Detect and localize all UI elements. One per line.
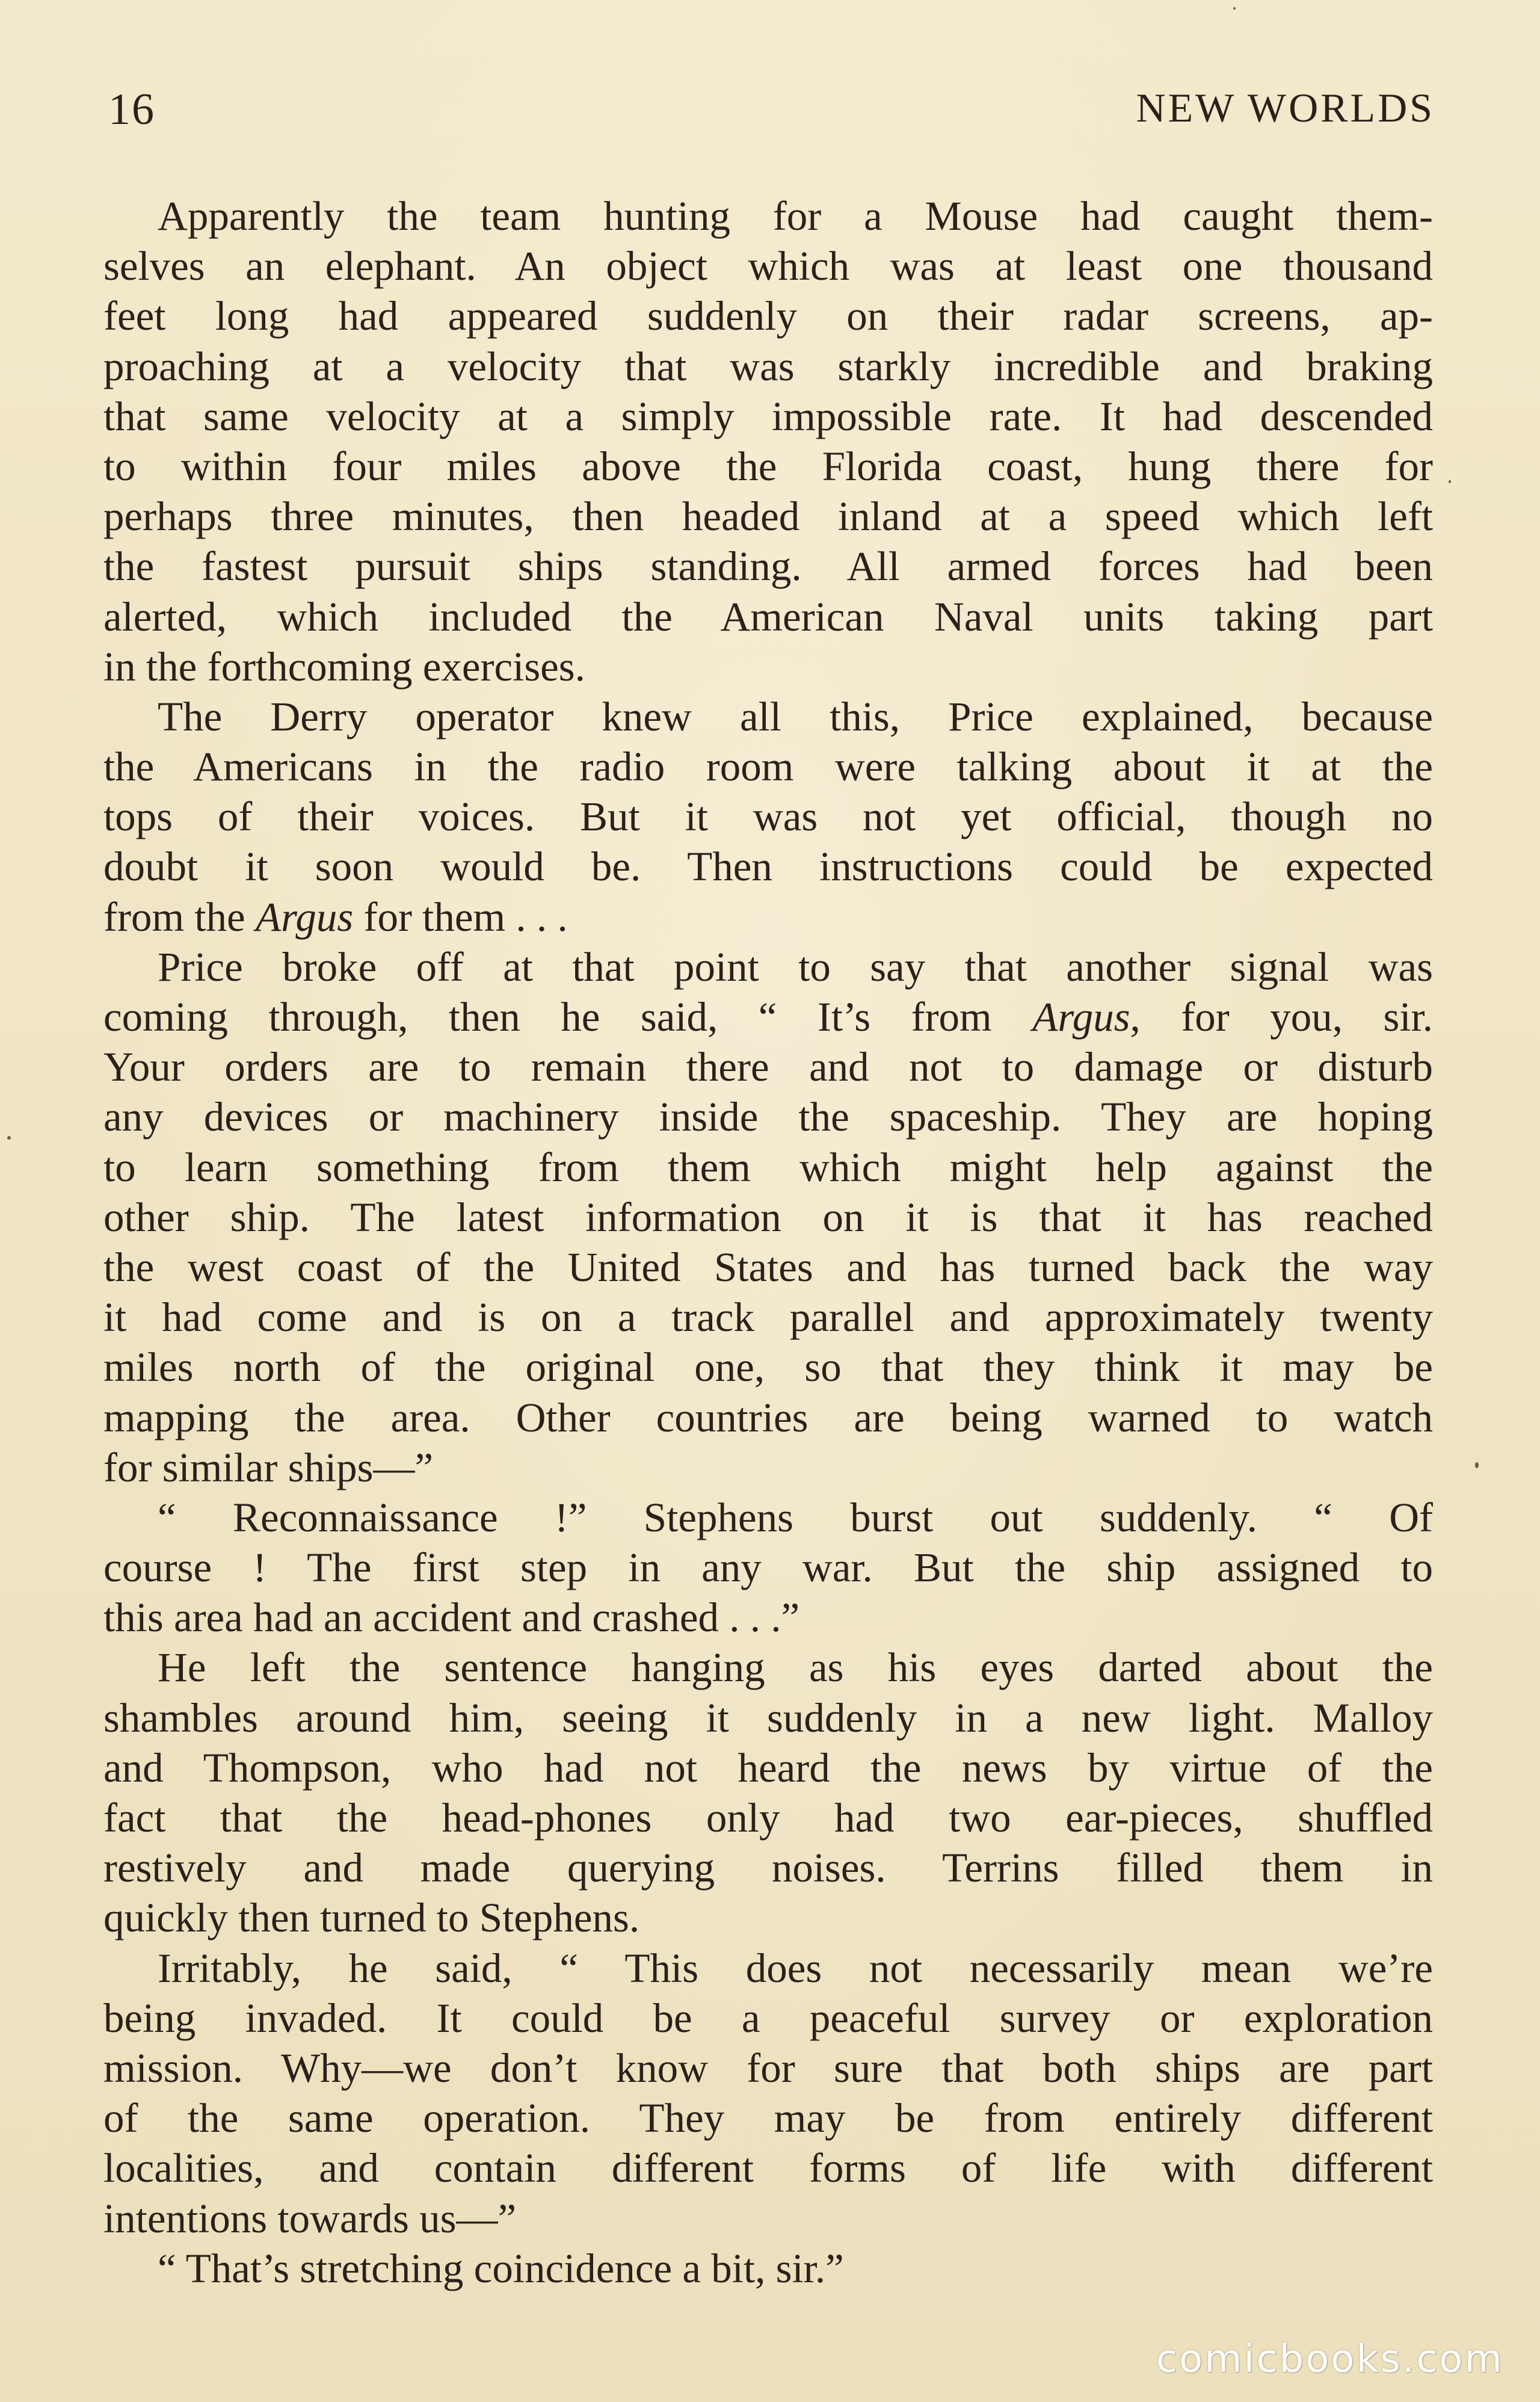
- text-line: this area had an accident and crashed . . .”: [103, 1595, 800, 1641]
- text-line: other ship. The latest information on it is that it has reached: [103, 1194, 1433, 1240]
- text-line: alerted, which included the American Naval units taking part: [103, 593, 1433, 640]
- text-line: mapping the area. Other countries are being warned to watch: [103, 1394, 1433, 1440]
- text-line: The Derry operator knew all this, Price explained, because: [158, 693, 1433, 739]
- text-line: tops of their voices. But it was not yet official, though no: [103, 794, 1433, 840]
- text-line: “ That’s stretching coincidence a bit, sir.”: [158, 2245, 844, 2291]
- watermark: comicbooks.com: [1156, 2337, 1504, 2382]
- paragraph: [103, 1944, 1433, 2244]
- text-line: course ! The first step in any war. But the ship assigned to: [103, 1545, 1433, 1591]
- text-line: miles north of the original one, so that they think it may be: [103, 1344, 1433, 1391]
- body-text: [103, 191, 1433, 2294]
- text-line: Your orders are to remain there and not to damage or disturb: [103, 1044, 1433, 1090]
- text-line: shambles around him, seeing it suddenly in a new light. Malloy: [103, 1694, 1433, 1741]
- text-line: for similar ships—”: [103, 1444, 434, 1490]
- text-line: perhaps three minutes, then headed inland at a speed which left: [103, 493, 1433, 540]
- text-line: feet long had appeared suddenly on their radar screens, ap-: [103, 293, 1433, 339]
- page-number: 16: [108, 85, 155, 134]
- paper-speck: [1449, 480, 1451, 483]
- text-line: doubt it soon would be. Then instructions could be expected: [103, 844, 1433, 890]
- text-line: Irritably, he said, “ This does not necessarily mean we’re: [158, 1945, 1433, 1991]
- text-line: mission. Why—we don’t know for sure that both ships are part: [103, 2045, 1433, 2091]
- text-line: coming through, then he said, “ It’s from Argus, for you, sir.: [103, 994, 1433, 1040]
- text-line: of the same operation. They may be from entirely different: [103, 2095, 1433, 2141]
- page-header: [108, 84, 1435, 150]
- text-line: He left the sentence hanging as his eyes darted about the: [158, 1644, 1433, 1691]
- paper-speck: [1233, 7, 1236, 10]
- paragraph: [103, 1643, 1433, 1943]
- text-line: the fastest pursuit ships standing. All armed forces had been: [103, 543, 1433, 590]
- text-line: proaching at a velocity that was starkly incredible and braking: [103, 343, 1433, 389]
- text-line: Apparently the team hunting for a Mouse had caught them-: [158, 193, 1433, 239]
- text-line: any devices or machinery inside the spaceship. They are hoping: [103, 1094, 1433, 1140]
- text-line: fact that the head-phones only had two ear-pieces, shuffled: [103, 1795, 1433, 1841]
- text-line: from the Argus for them . . .: [103, 894, 568, 940]
- paper-speck: [1475, 1462, 1479, 1468]
- paragraph: [103, 2244, 1433, 2294]
- paragraph: [103, 942, 1433, 1493]
- text-line: “ Reconnaissance !” Stephens burst out suddenly. “ Of: [158, 1494, 1433, 1540]
- text-line: to learn something from them which might help against the: [103, 1144, 1433, 1190]
- text-line: the west coast of the United States and has turned back the way: [103, 1244, 1433, 1290]
- text-line: restively and made querying noises. Terrins filled them in: [103, 1845, 1433, 1891]
- paragraph: [103, 692, 1433, 942]
- text-line: that same velocity at a simply impossible rate. It had descended: [103, 393, 1433, 439]
- paper-speck: [7, 1136, 11, 1140]
- text-line: and Thompson, who had not heard the news by virtue of the: [103, 1744, 1433, 1791]
- text-line: in the forthcoming exercises.: [103, 643, 585, 690]
- text-line: quickly then turned to Stephens.: [103, 1895, 640, 1941]
- paragraph: [103, 1493, 1433, 1643]
- text-line: Price broke off at that point to say that another signal was: [158, 943, 1433, 990]
- text-line: localities, and contain different forms of life with different: [103, 2145, 1433, 2191]
- text-line: it had come and is on a track parallel and approximately twenty: [103, 1294, 1433, 1341]
- text-line: intentions towards us—”: [103, 2195, 517, 2241]
- text-line: to within four miles above the Florida coast, hung there for: [103, 443, 1433, 489]
- text-line: selves an elephant. An object which was at least one thousand: [103, 243, 1433, 289]
- text-line: being invaded. It could be a peaceful survey or exploration: [103, 1995, 1433, 2041]
- running-head: NEW WORLDS: [1136, 85, 1435, 131]
- text-line: the Americans in the radio room were talking about it at the: [103, 744, 1433, 790]
- paragraph: [103, 191, 1433, 692]
